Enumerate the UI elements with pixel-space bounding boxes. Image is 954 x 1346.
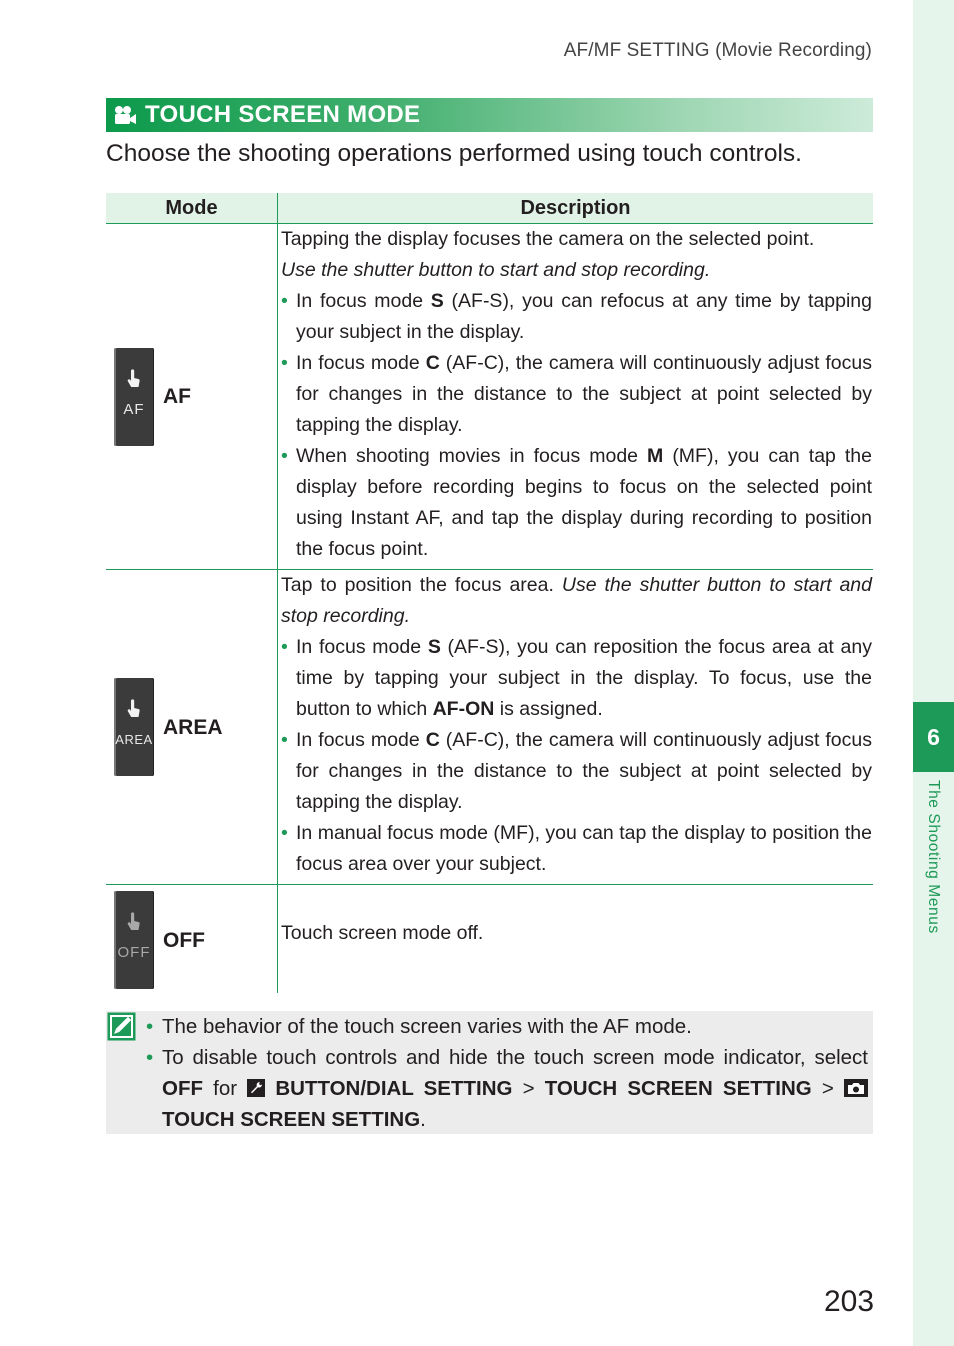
section-title: TOUCH SCREEN MODE [145,101,421,128]
mode-name: AF [163,385,191,408]
mode-name: OFF [163,928,205,952]
mode-description: Touch screen mode off. [281,921,484,944]
column-header-mode: Mode [106,193,278,224]
touch-area-icon [114,678,154,776]
icon-caption: OFF [117,944,151,961]
movie-camera-icon [113,105,137,125]
list-item: • In manual focus mode (MF), you can tap the display to position the focus area over your subject. [281,818,872,880]
list-item: • In focus mode C (AF-C), the camera will continuously adjust focus for changes in the distance to the subject at point selected by tapping the display. [281,348,872,441]
note-box [106,1011,873,1134]
note-pencil-icon [107,1012,136,1041]
mode-table [106,193,873,993]
hand-pointer-icon [126,369,142,389]
note-item: • The behavior of the touch screen varies with the AF mode. [146,1011,868,1042]
icon-caption: AF [123,400,145,418]
intro-text: Choose the shooting operations performed using touch controls. [106,140,802,167]
hand-pointer-icon [126,912,142,932]
table-row-af [106,224,873,570]
side-strip [913,0,954,1346]
mode-description: Tapping the display focuses the camera on the selected point. Use the shutter button to start and stop recording. • In focus mode S (AF-S), you can refocus at any time by tapping your subject in the display. • In focus mode C (AF-C), the camera will continuously adjust focus for changes in the distance to the subject at point selected by tapping the display. • When shooting movies in focus mode M (MF), you can tap the display before recording begins to focus on the selected point using Instant AF, and tap the display during recording to position the focus point. [278,224,873,569]
hand-pointer-icon [126,699,142,719]
list-item: • When shooting movies in focus mode M (MF), you can tap the display before recording begins to focus on the selected point using Instant AF, and tap the display during recording to position the focus point. [281,441,872,565]
icon-caption: AREA [115,732,153,747]
section-heading [106,98,873,132]
note-item: • To disable touch controls and hide the touch screen mode indicator, select OFF for BUTTON/DIAL SETTING > TOUCH SCREEN SETTING > TOUCH SCREEN SETTING. [146,1042,868,1135]
page-number: 203 [824,1285,875,1318]
still-camera-icon [844,1079,868,1097]
table-row-area [106,570,873,885]
table-row-off [106,885,873,994]
list-item: • In focus mode C (AF-C), the camera will continuously adjust focus for changes in the distance to the subject at point selected by tapping the display. [281,725,872,818]
touch-off-icon [114,891,154,989]
chapter-title: The Shooting Menus [925,780,942,934]
mode-name: AREA [163,715,223,739]
column-header-description: Description [278,193,874,224]
running-header: AF/MF SETTING (Movie Recording) [563,40,872,61]
list-item: • In focus mode S (AF-S), you can refocus at any time by tapping your subject in the display. [281,286,872,348]
mode-description: Tap to position the focus area. Use the shutter button to start and stop recording. • In focus mode S (AF-S), you can reposition the focus area at any time by tapping your subject in the display. To focus, use the button to which AF-ON is assigned. • In focus mode C (AF-C), the camera will continuously adjust focus for changes in the distance to the subject at point selected by tapping the display. • In manual focus mode (MF), you can tap the display to position the focus area over your subject. [278,570,873,884]
wrench-setting-icon [247,1079,265,1097]
chapter-tab: 6 [913,702,954,772]
list-item: • In focus mode S (AF-S), you can reposition the focus area at any time by tapping your subject in the display. To focus, use the button to which AF-ON is assigned. [281,632,872,725]
touch-af-icon [114,348,154,446]
